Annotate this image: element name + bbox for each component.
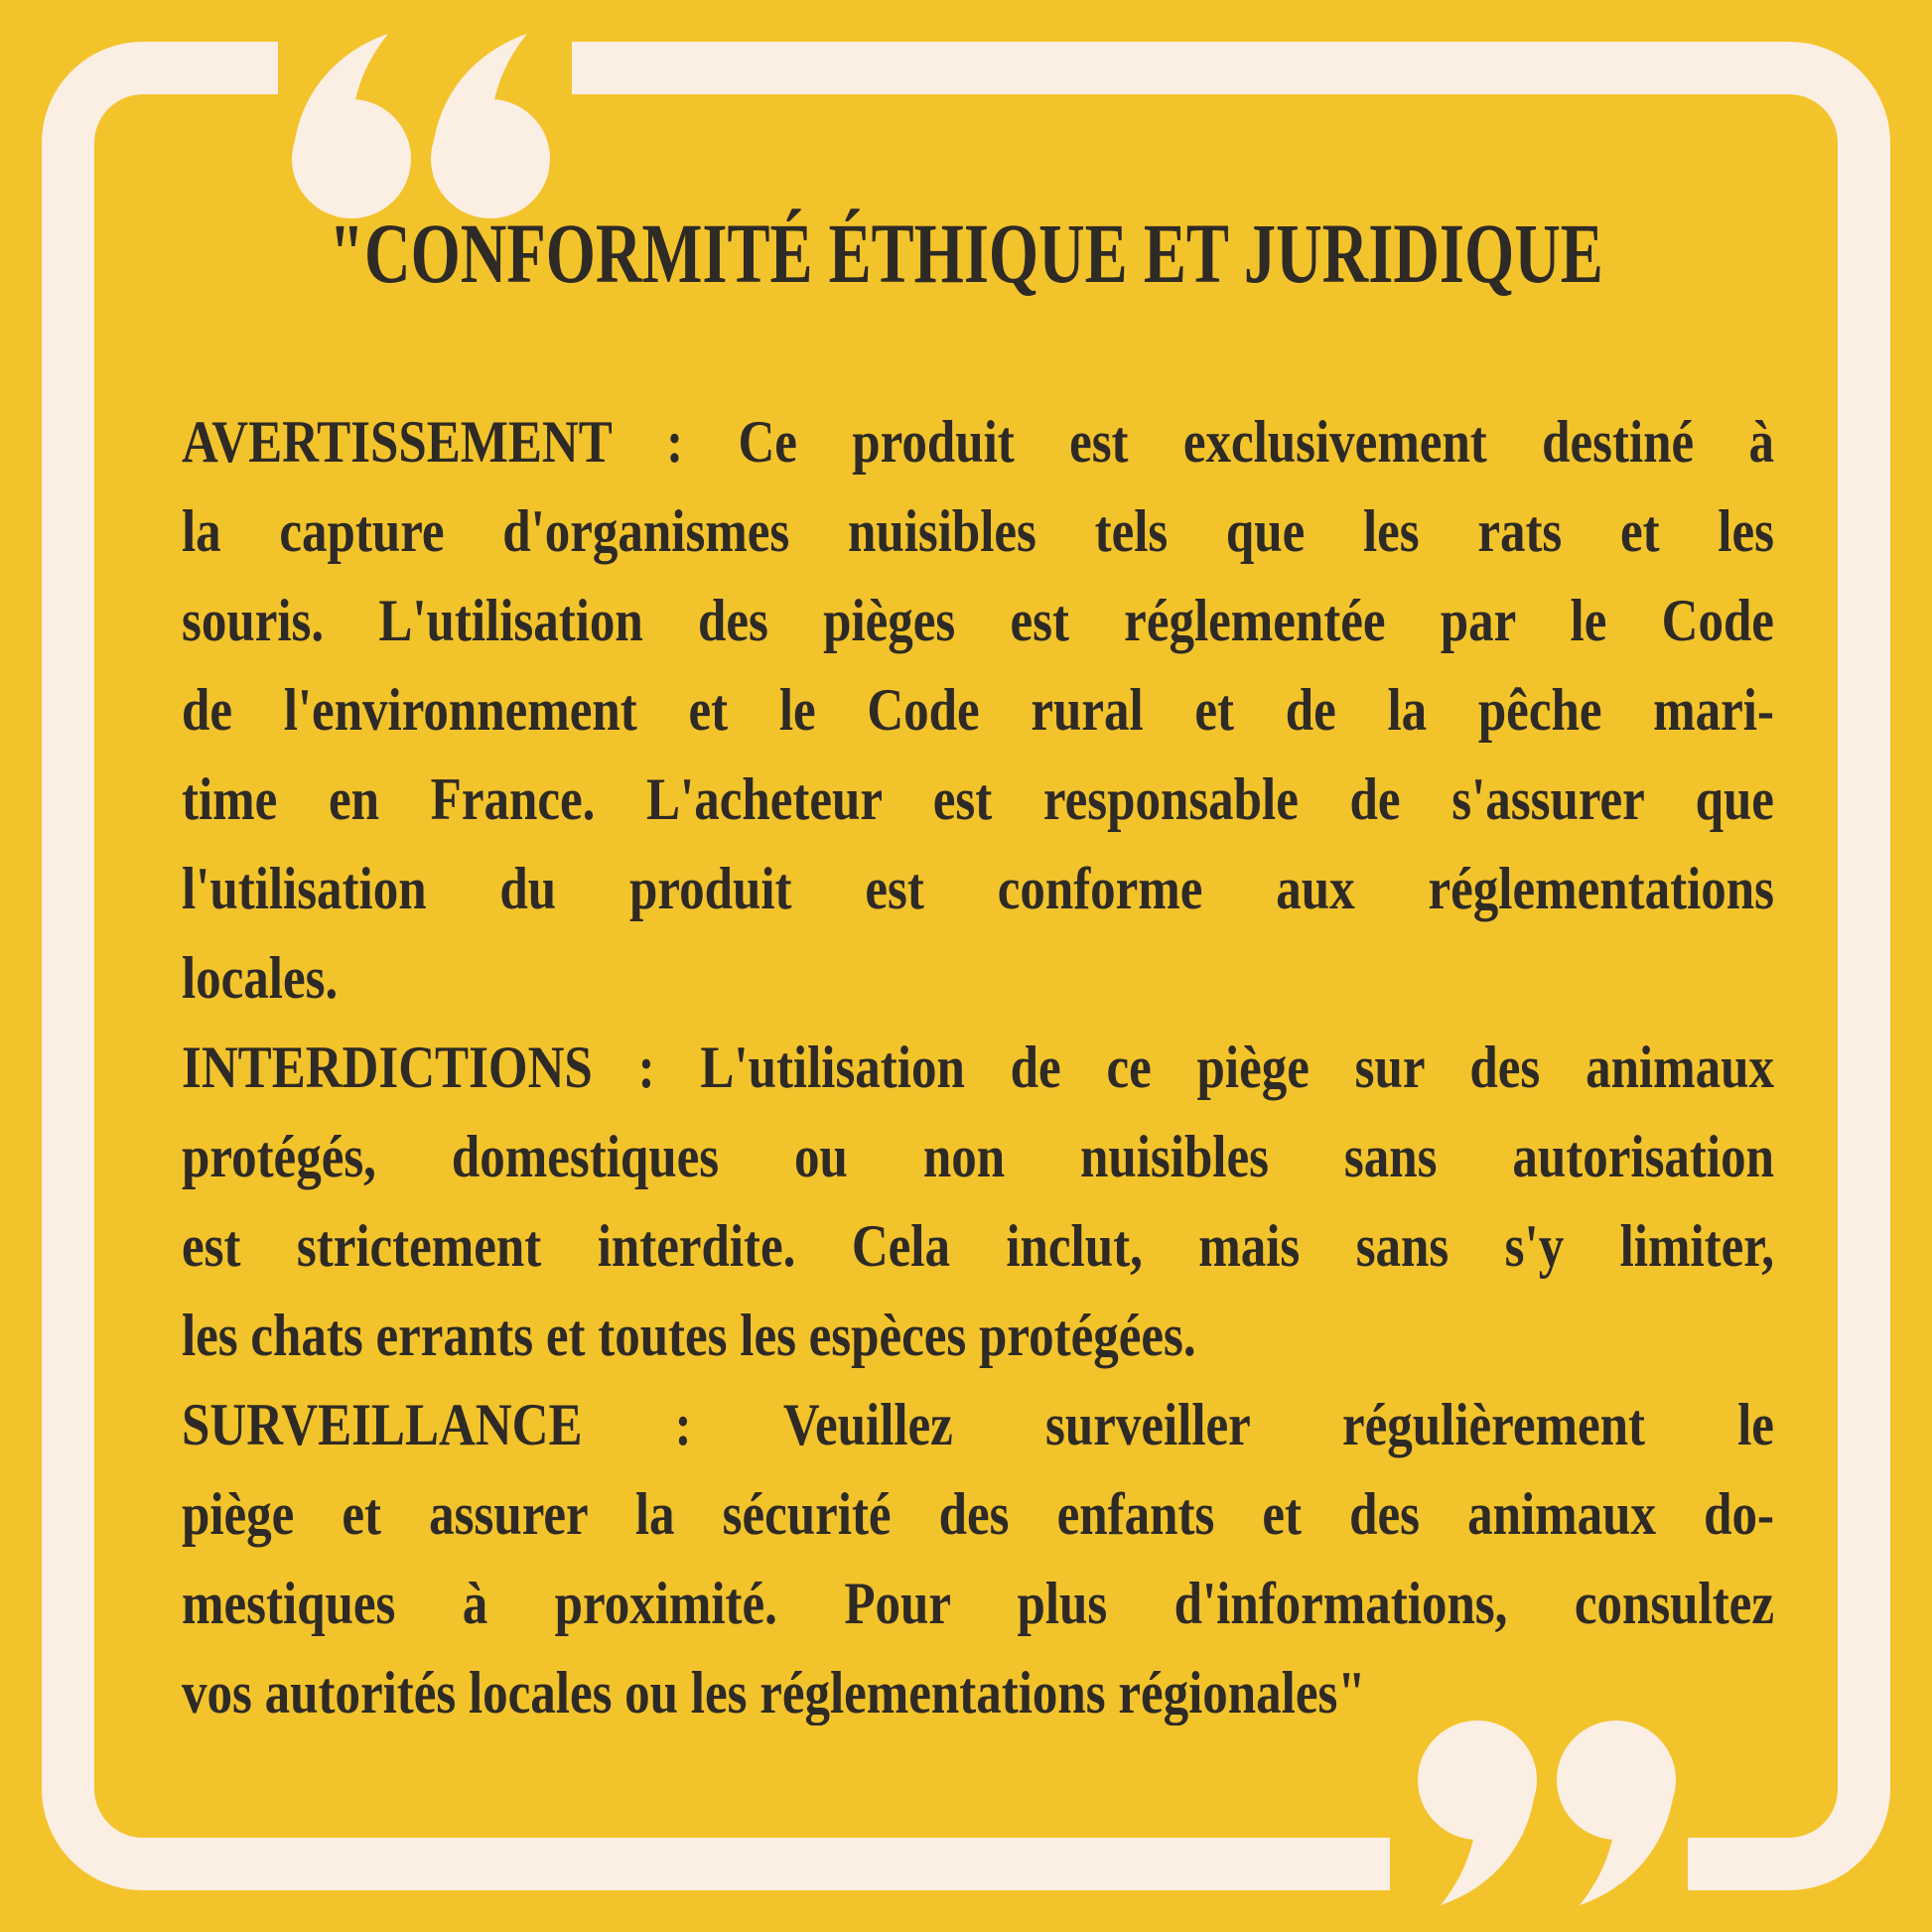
open-quote-icon [288,32,554,220]
body-line: la capture d'organismes nuisibles tels que les rats et les [182,498,1774,564]
body-line: time en France. L'acheteur est responsable de s'assurer que [182,766,1774,832]
close-quote-icon [1414,1719,1680,1907]
page-title: "CONFORMITÉ ÉTHIQUE ET JURIDIQUE [329,206,1603,301]
body-line: mestiques à proximité. Pour plus d'informations, consultez [182,1571,1774,1636]
body-line: AVERTISSEMENT : Ce produit est exclusivement destiné à [182,409,1774,475]
body-line: l'utilisation du produit est conforme aux réglementations [182,856,1774,921]
body-text [182,397,1774,1737]
body-line: locales. [182,945,339,1011]
body-line: vos autorités locales ou les réglementations régionales" [182,1660,1366,1725]
body-line: SURVEILLANCE : Veuillez surveiller régulièrement le [182,1392,1774,1457]
body-line: piège et assurer la sécurité des enfants et des animaux do- [182,1481,1774,1547]
body-line: protégés, domestiques ou non nuisibles sans autorisation [182,1124,1774,1189]
body-line: souris. L'utilisation des pièges est réglementée par le Code [182,588,1774,653]
body-line: les chats errants et toutes les espèces protégées. [182,1303,1196,1368]
body-line: est strictement interdite. Cela inclut, mais sans s'y limiter, [182,1213,1774,1279]
body-line: INTERDICTIONS : L'utilisation de ce piège sur des animaux [182,1035,1774,1100]
body-line: de l'environnement et le Code rural et de la pêche mari- [182,677,1774,743]
